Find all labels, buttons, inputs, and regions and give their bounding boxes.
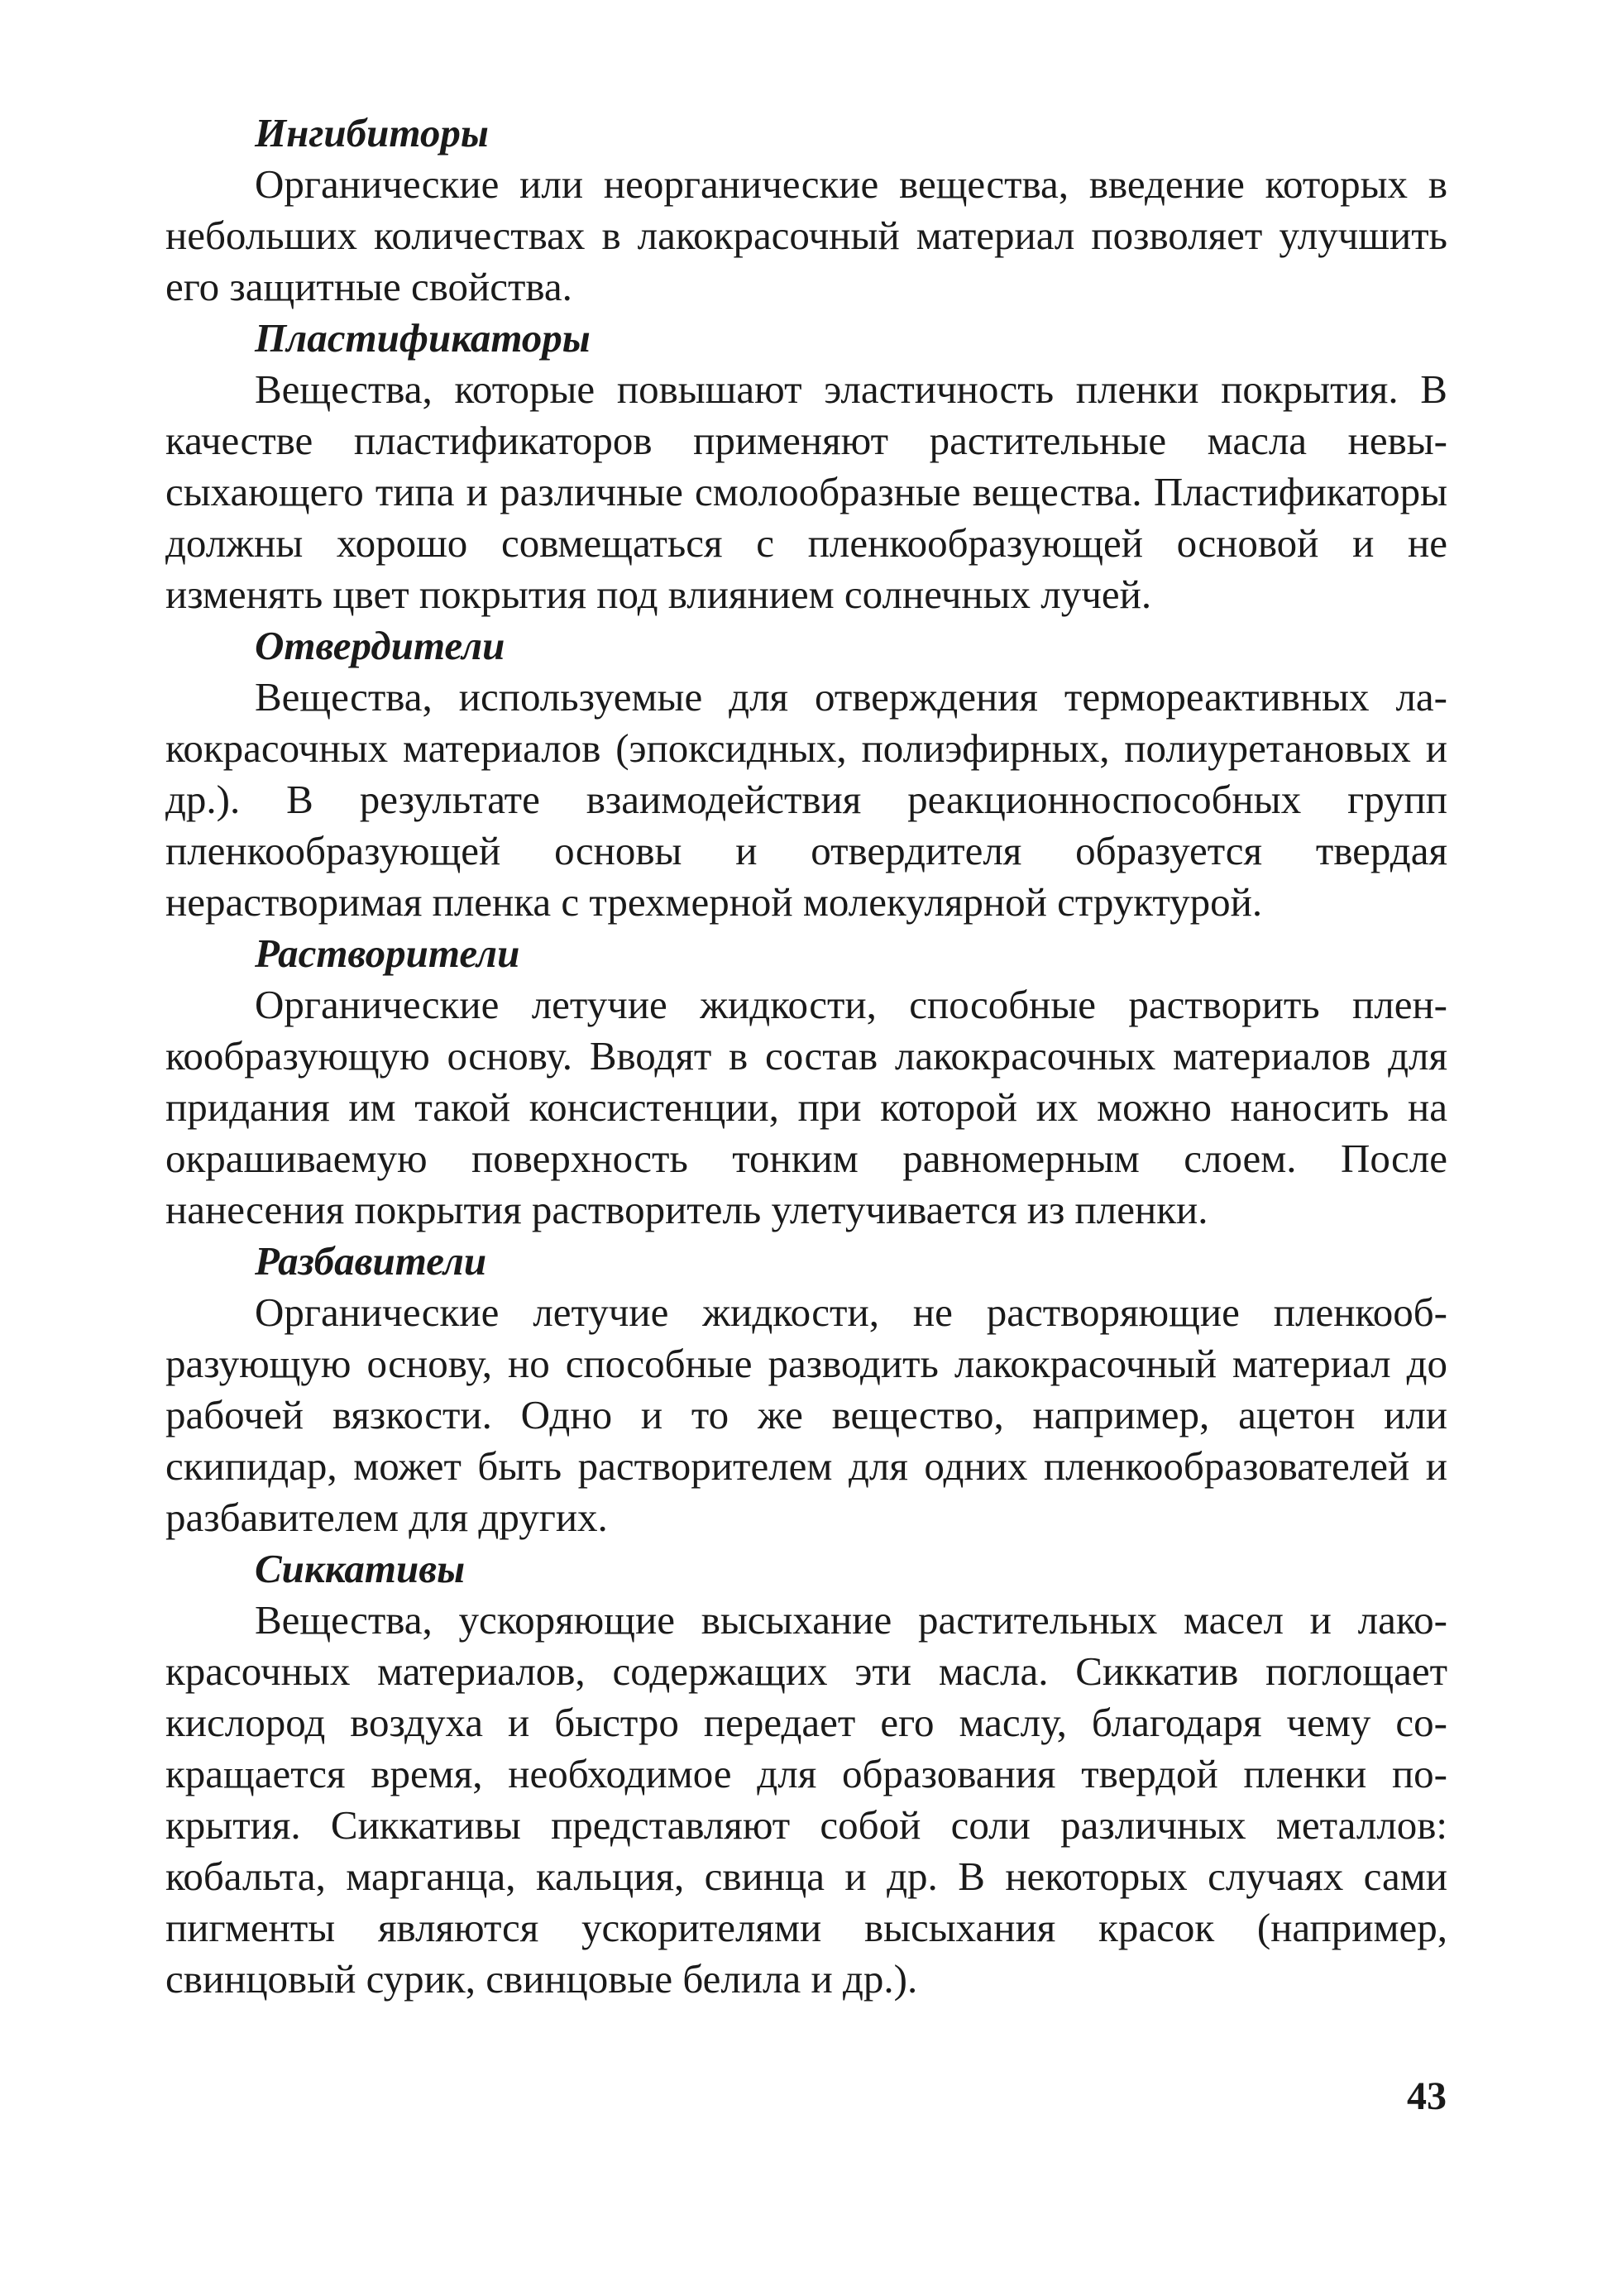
section-thinners [165,1236,1447,1543]
page-number: 43 [1407,2074,1447,2118]
section-paragraph: Органические летучие жидкости, не растворяющие пленкообразующую основу, но способные разводить лакокрасочный материал до рабочей вязкости. Одно и то же вещество, например, ацетон или скипидар, может быть растворителем для одних пленкообразователей и разбавителем для других. [165,1289,1447,1540]
section-paragraph: Вещества, ускоряющие высыхание растительных масел и лакокрасочных материалов, содержащих эти масла. Сиккатив поглощает кислород воздуха и быстро передает его маслу, благодаря чему сокращается время, необходимое для образования твердой пленки покрытия. Сиккативы представляют собой соли различных металлов: кобальта, марганца, кальция, свинца и др. В некоторых случаях сами пигменты являются ускорителями высыхания красок (например, свинцовый сурик, свинцовые белила и др.). [165,1597,1447,2002]
section-paragraph: Органические или неорганические вещества, введение которых в небольших количествах в лакокрасочный материал позволяет улучшить его защитные свойства. [165,161,1447,309]
section-solvents [165,928,1447,1236]
section-hardeners [165,620,1447,928]
section-heading: Разбавители [255,1238,487,1284]
section-heading: Пластификаторы [255,315,591,361]
section-heading: Ингибиторы [255,110,489,155]
page-body [165,108,1447,2005]
section-inhibitors [165,108,1447,313]
section-heading: Отвердители [255,623,505,668]
section-heading: Сиккативы [255,1546,466,1591]
section-siccatives [165,1543,1447,2005]
section-plasticizers [165,313,1447,620]
section-paragraph: Вещества, которые повышают эластичность пленки покрытия. В качестве пластификаторов применяют растительные масла невысыхающего типа и различные смолообразные вещества. Пластификаторы должны хорошо совмещаться с пленкообразующей основой и не изменять цвет покрытия под влиянием солнечных лучей. [165,366,1447,617]
section-heading: Растворители [255,930,520,976]
section-paragraph: Органические летучие жидкости, способные растворить пленкообразующую основу. Вводят в состав лакокрасочных материалов для придания им такой консистенции, при которой их можно наносить на окрашиваемую поверхность тонким равномерным слоем. После нанесения покрытия растворитель улетучивается из пленки. [165,982,1447,1232]
section-paragraph: Вещества, используемые для отверждения термореактивных лакокрасочных материалов (эпоксидных, полиэфирных, полиуретановых и др.). В результате взаимодействия реакционноспособных групп пленкообразующей основы и отвердителя образуется твердая нерастворимая пленка с трехмерной молекулярной структурой. [165,674,1447,925]
